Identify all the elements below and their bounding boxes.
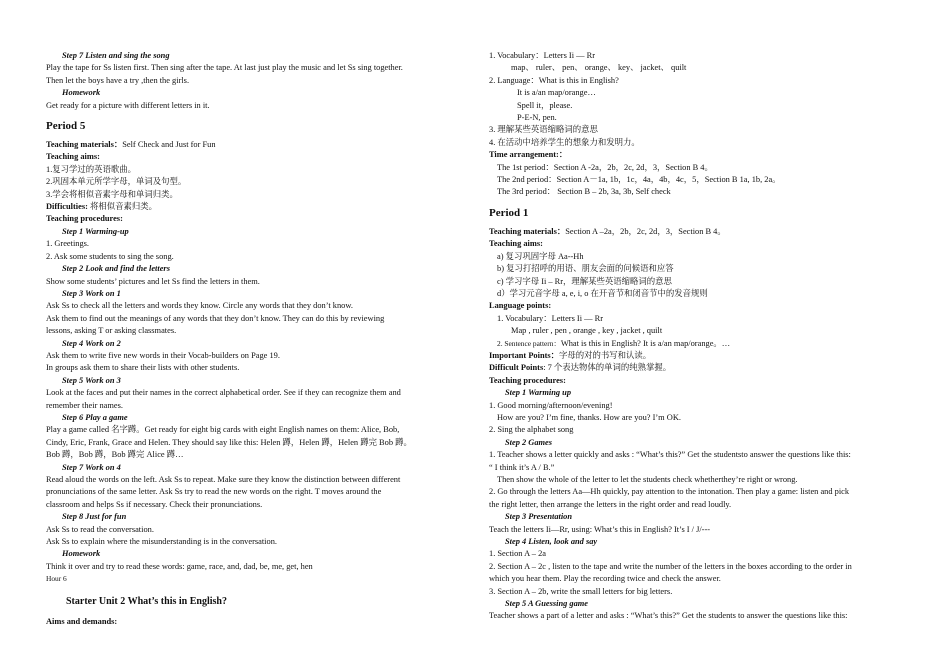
section-label: Language points: [489,301,552,311]
period-heading: Period 1 [489,206,529,219]
paragraph: Ask Ss to explain where the misunderstanding is in the conversation. [46,537,277,547]
sentence-example: Spell it，please. [517,100,573,110]
step-heading: Step 7 Listen and sing the song [62,51,170,60]
paragraph: Teacher shows a part of a letter and asks : “What’s this?” Get the students to answer the questions like this: [489,611,848,621]
homework-heading: Homework [62,549,101,559]
section-label: Teaching aims: [46,152,100,162]
step-heading: Step 6 Play a game [62,412,128,422]
step-heading: Step 5 Work on 3 [62,375,121,385]
step-heading: Step 4 Listen, look and say [505,537,598,547]
paragraph: Read aloud the words on the left. Ask Ss to repeat. Make sure they know the distinction between different [46,475,401,484]
vocabulary-list: map、 ruler、 pen、 orange、 key、 jacket、 quilt [511,63,687,73]
paragraph: Ask Ss to read the conversation. [46,524,154,534]
paragraph: which you hear them. Play the recording twice and check the answer. [489,574,721,584]
paragraph: pronunciations of the same letter. Ask Ss try to read the new words on the right. T moves around the [46,487,382,497]
step-heading: Step 2 Look and find the letters [62,264,170,274]
paragraph: Play the tape for Ss listen first. Then sing after the tape. At last just play the music and let Ss sing together. [46,63,403,73]
paragraph: 1. Teacher shows a letter quickly and asks : “What’s this?” Get the studentsto answer the questions like this: [489,450,851,460]
label: Important Points： [489,350,560,360]
step-heading: Step 5 A Guessing game [505,599,588,609]
label: Teaching materials： [46,140,123,150]
paragraph: Think it over and try to read these words: game, race, and, dad, be, me, get, hen [46,561,313,571]
paragraph: Get ready for a picture with different letters in it. [46,100,210,110]
homework-heading: Homework [62,88,101,98]
step-heading: Step 8 Just for fun [62,512,127,522]
paragraph: How are you? I’m fine, thanks. How are you? I’m OK. [497,412,681,422]
aim-item: a) 复习巩固字母 Aa--Hh [497,251,584,261]
paragraph: Bob 蹲，Bob 蹲，Bob 蹲完 Alice 蹲… [46,450,184,460]
paragraph: 1. Greetings. [46,239,90,249]
paragraph: 1. Good morning/afternoon/evening! [489,400,613,410]
paragraph: 2. Section A – 2c , listen to the tape and write the number of the letters in the boxes according to the order in [489,561,852,571]
paragraph: Ask Ss to check all the letters and words they know. Circle any words that they don’t know. [46,301,353,311]
label: Difficulties: [46,202,88,212]
important-points [489,350,909,362]
paragraph: 1. Vocabulary：Letters Ii — Rr [489,51,595,60]
value: 字母的对的书写和认读。 [559,350,652,360]
paragraph: Teach the letters Ii—Rr, using: What’s this in English? It’s I / J/--- [489,524,711,534]
value: Section A –2a，2b，2c, 2d，3，Section B 4。 [565,226,726,236]
sentence-example: P-E-N, pen. [517,113,557,123]
paragraph: Cindy, Eric, Frank, Grace and Helen. They should say like this: Helen 蹲，Helen 蹲，Helen 蹲完 Bob 蹲。 [46,437,412,447]
paragraph: the right letter, then arrange the letters in the right order and read loudly. [489,499,732,509]
unit-title: Starter Unit 2 What’s this in English? [66,595,227,607]
paragraph: 4. 在活动中培养学生的想象力和发明力。 [489,137,640,147]
value: Self Check and Just for Fun [122,140,216,150]
value: 将相似音素归类。 [87,202,157,212]
step-heading: Step 1 Warming-up [62,226,129,236]
paragraph: 3. 理解某些英语缩略词的意思 [489,125,598,135]
step-heading: Step 7 Work on 4 [62,462,121,472]
period-heading: Period 5 [46,120,86,133]
label: Teaching materials： [489,226,566,236]
aim-item: 3.学会将相似音素字母和单词归类。 [46,189,178,199]
aim-item: 1.复习学过的英语歌曲。 [46,164,137,174]
aim-item: d）学习元音字母 a, e, i, o 在开音节和闭音节中的发音规则 [497,288,708,298]
paragraph: 2. Sing the alphabet song [489,425,574,435]
paragraph: 2. Language：What is this in English? [489,75,619,85]
paragraph: Then let the boys have a try ,then the girls. [46,75,190,85]
paragraph: 3. Section A – 2b, write the small letters for big letters. [489,586,673,596]
difficulties [46,201,466,213]
section-label: Teaching procedures: [46,214,123,224]
label: 2. Sentence pattern： [497,338,561,348]
aim-item: c) 学习字母 Ii – Rr，理解某些英语缩略词的意思 [497,276,672,286]
value: : 7 个表达物体的单词的纯熟掌握。 [543,363,672,373]
right-column [489,50,909,623]
paragraph: remember their names. [46,400,123,410]
sentence-pattern [489,338,909,350]
paragraph: Then show the whole of the letter to let the students check whetherthey’re right or wrong. [497,475,798,484]
step-heading: Step 2 Games [505,437,552,447]
paragraph: 1. Section A – 2a [489,549,546,559]
teaching-materials [46,139,466,151]
paragraph: “ I think it’s A / B.” [489,462,555,472]
step-heading: Step 4 Work on 2 [62,338,121,348]
teaching-materials [489,226,909,238]
period-schedule: The 1st period：Section A -2a，2b，2c, 2d，3，Section B 4。 [497,162,713,172]
paragraph: Play a game called 名字蹲。Get ready for eight big cards with eight English names on them: Alice, Bob, [46,425,400,435]
paragraph: classroom and helps Ss if necessary. Check their pronunciations. [46,499,263,509]
paragraph: 2. Go through the letters Aa—Hh quickly, pay attention to the intonation. Then play a game: listen and pick [489,487,850,497]
hour-label: Hour 6 [46,574,67,584]
label: Difficult Points [489,363,544,373]
paragraph: Ask them to write five new words in their Vocab-builders on Page 19. [46,350,280,360]
paragraph: 2. Ask some students to sing the song. [46,251,174,261]
paragraph: 1. Vocabulary：Letters Ii — Rr [497,313,603,323]
left-column [46,50,466,628]
aim-item: 2.巩固本单元所学字母，单词及句型。 [46,177,187,187]
paragraph: In groups ask them to share their lists with other students. [46,363,240,373]
step-heading: Step 1 Warming up [505,388,572,398]
paragraph: Show some students’ pictures and let Ss find the letters in them. [46,276,260,286]
paragraph: Look at the faces and put their names in the correct alphabetical order. See if they can recognize them and [46,388,401,398]
aim-item: b) 复习打招呼的用语、朋友会面的问候语和应答 [497,264,674,274]
value: What is this in English? It is a/an map/orange。… [560,338,731,348]
section-label: Teaching aims: [489,239,543,249]
section-label: Aims and demands: [46,616,118,626]
section-label: Teaching procedures: [489,375,566,385]
sentence-example: It is a/an map/orange… [517,88,596,98]
period-schedule: The 2nd period：Section A－1a, 1b，1c，4a，4b，4c，5，Section B 1a, 1b, 2a。 [497,175,781,185]
step-heading: Step 3 Work on 1 [62,288,121,298]
vocabulary-list: Map , ruler , pen , orange , key , jacket , quilt [511,326,663,336]
section-label: Time arrangement:： [489,150,568,160]
paragraph: Ask them to find out the meanings of any words that they don’t know. They can do this by reviewing [46,313,385,323]
step-heading: Step 3 Presentation [505,512,573,522]
paragraph: lessons, asking T or asking classmates. [46,326,177,336]
difficult-points [489,362,909,374]
period-schedule: The 3rd period： Section B – 2b, 3a, 3b, Self check [497,187,671,197]
